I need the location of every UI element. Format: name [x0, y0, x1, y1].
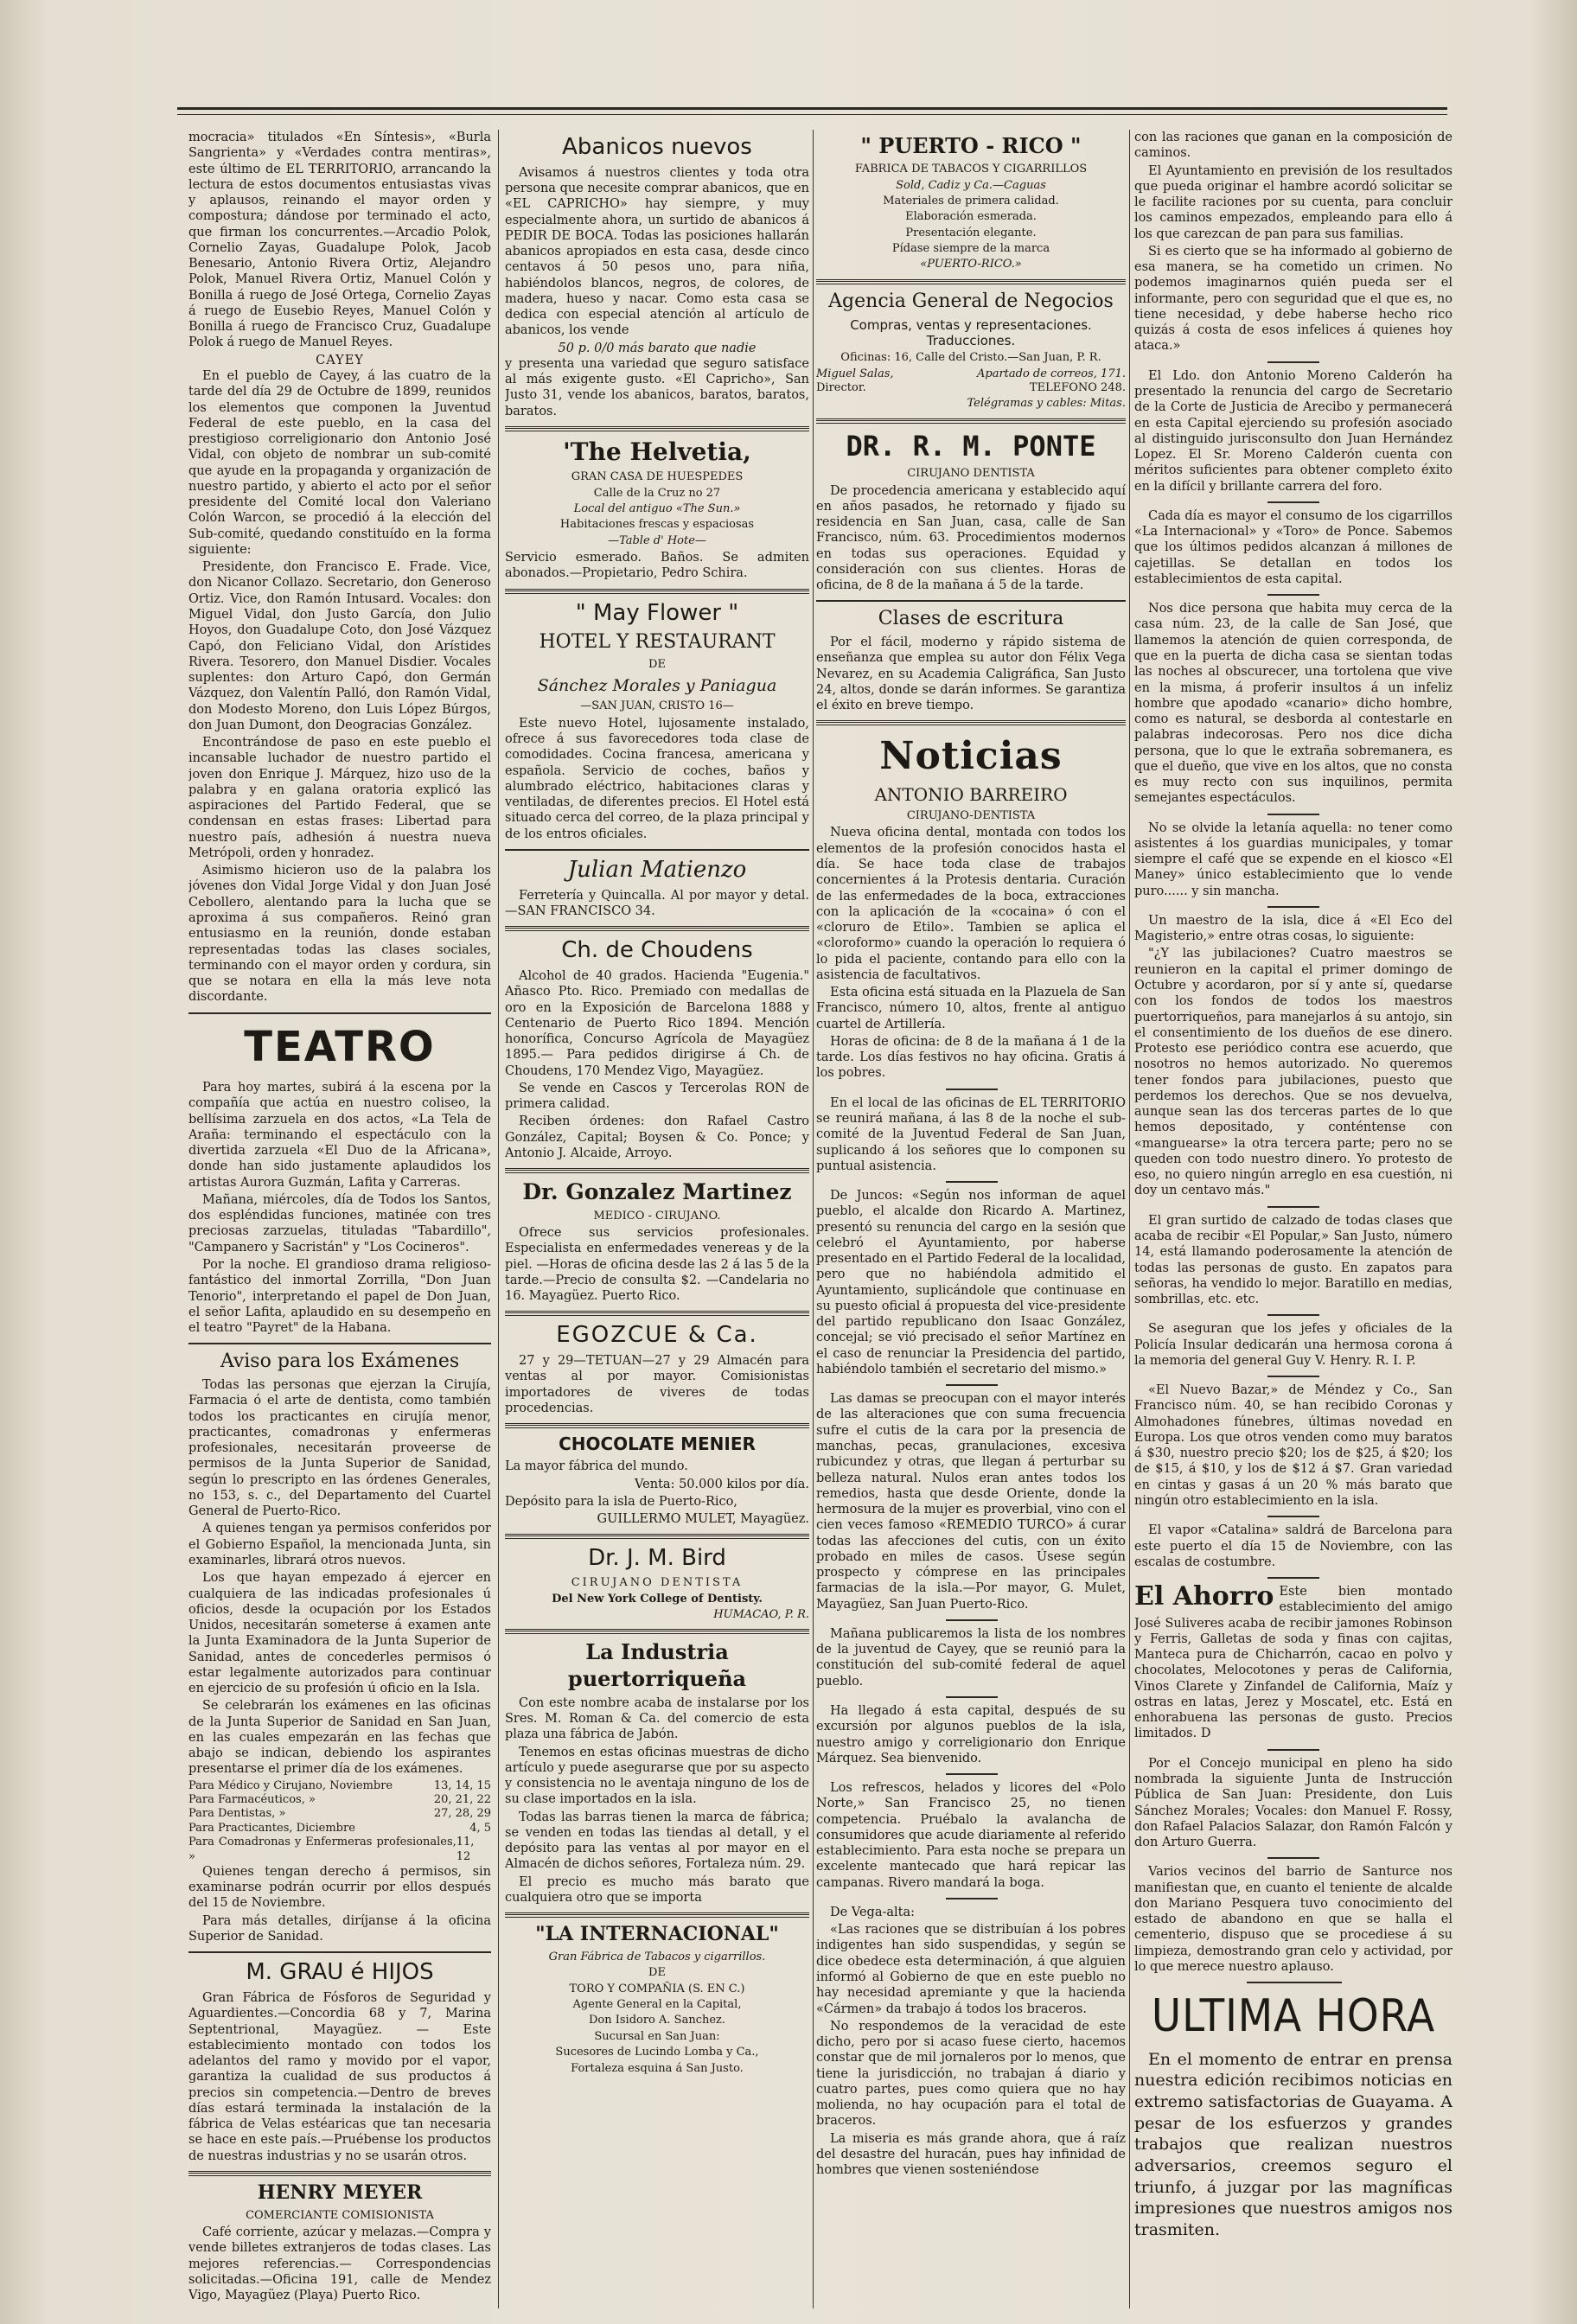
ad-line: HUMACAO, P. R.: [713, 1607, 809, 1621]
article-paragraph: Para hoy martes, subirá á la escena por la compañía que actúa en nuestro coliseo, la bellísima zarzuela en dos actos, «La Tela de Araña: terminando el espectáculo con la divertida zarzuela «El Duo de la Africana», donde han sido justamente aplaudidos los artistas Aurora Guzmán, Lafita y Carreras.: [188, 1081, 491, 1190]
ad-line: Telégramas y cables: Mitas.: [967, 397, 1126, 411]
ad-paragraph: Alcohol de 40 grados. Hacienda "Eugenia." Añasco Pto. Rico. Premiado con medallas de oro en la Exposición de Barcelona 1888 y Centenario de Puerto Rico 1894. Mención honorífica, Concurso Agrícola de Mayagüez 1895.— Para pedidos dirigirse á Ch. de Choudens, 170 Mendez Vigo, Mayagüez.: [505, 968, 809, 1078]
ad-subheading: HOTEL Y RESTAURANT: [539, 631, 776, 654]
section-heading-aviso: Aviso para los Exámenes: [220, 1350, 460, 1373]
article-paragraph: Nueva oficina dental, montada con todos los elementos de la profesión conocidos hasta el día. Se hace toda clase de trabajos concernientes á la Protesis dentaria. Curación de las enfermedades de la boca, extracciones con la aplicación de la «cocaina» ó con el «cloruro de Etilo». Tambien se aplica el «cloroformo» cuando la operación lo requiera ó lo pida el paciente, contando para ello con la asistencia de facultativos.: [816, 826, 1126, 982]
ad-paragraph: Reciben órdenes: don Rafael Castro González, Capital; Boysen & Co. Ponce; y Antonio J. Alcaide, Arroyo.: [505, 1114, 809, 1160]
exam-days: 20, 21, 22: [433, 1793, 491, 1807]
divider: [946, 1696, 998, 1698]
masthead-rule: [177, 107, 1447, 110]
article-paragraph: "¿Y las jubilaciones? Cuatro maestros se reunieron en la capital el primer domingo de Octubre y acordaron, por sí y ante sí, quedarse con los fondos de todos los maestros puertorriqueños, para manejarlos á su antojo, sin el consentimiento de los dueños de ese dinero. Protesto ese periódico contra ese acuerdo, que nosotros no hemos autorizado. No queremos tener fondos para jubilaciones, puesto que perdemos los derechos. Que se nos devuelva, aunque sean las dos terceras partes de lo que hemos depositado, y conténtense con «manguearse» la otra tercera parte; pero no se queden con todo nuestro dinero. Yo protesto de eso, no quiero ningún arreglo en esa cuestión, ni doy un centavo más.": [1134, 947, 1452, 1198]
ad-heading-gonzalez: Dr. Gonzalez Martinez: [522, 1179, 792, 1205]
ad-heading-puerto-rico: " PUERTO - RICO ": [860, 133, 1082, 158]
ad-paragraph: El precio es mucho más barato que cualquiera otro que se importa: [505, 1874, 809, 1905]
article-paragraph: Asimismo hicieron uso de la palabra los jóvenes don Vidal Jorge Vidal y don Juan José Cebollero, alentando para la lucha que se aproxima á sus compañeros. Reinó gran entusiasmo en la reunión, donde estaban representadas todas las clases sociales, terminando con el mayor orden y cordura, sin que se notara en ella la más leve nota discordante.: [188, 864, 491, 1005]
divider: [188, 2171, 491, 2176]
article-paragraph: «Las raciones que se distribuían á los pobres indigentes han sido suspendidas, y según se dice obedece esta determinación, á que alguien informó al Gobierno de que en este pueblo no hay necesidad apremiante y que la hacienda «Cármen» da trabajo á todos los braceros.: [816, 1923, 1126, 2016]
article-paragraph: Se celebrarán los exámenes en las oficinas de la Junta Superior de Sanidad en San Juan, en las cuales empezarán en las fechas que abajo se indican, debiendo los aspirantes presentarse el primer día de los exámenes.: [188, 1699, 491, 1777]
article-paragraph: El Ldo. don Antonio Moreno Calderón ha presentado la renuncia del cargo de Secretario de la Corte de Justicia de Arecibo y permanecerá en esta Capital ejerciendo su profesión asociado al distinguido jurisconsulto don Juan Hernández Lopez. El Sr. Moreno Calderón cuenta con méritos suficientes para obtener completo éxito en la difícil y brillante carrera del foro.: [1134, 368, 1452, 494]
ad-line: Oficinas: 16, Calle del Cristo.—San Juan, P. R.: [840, 351, 1101, 365]
column-1: [188, 130, 491, 2308]
exam-who: Para Practicantes, Diciembre: [188, 1821, 355, 1835]
divider: [1267, 814, 1319, 815]
exam-row: [188, 1779, 491, 1793]
article-paragraph: No respondemos de la veracidad de este dicho, pero por si acaso fuese cierto, hacemos constar que de mil jornaleros por lo menos, que tiene la jurisdicción, no trabajan á diario y cuatro partes, pues como quiera que no hay molienda, no hay ocupación para el total de braceros.: [816, 2019, 1126, 2129]
ad-line: Sucesores de Lucindo Lomba y Ca.,: [555, 2046, 759, 2059]
article-paragraph: «El Nuevo Bazar,» de Méndez y Co., San Francisco núm. 40, se han recibido Coronas y Almohadones fúnebres, últimas novedad en Europa. Los que otros venden como muy baratos á $30, nuestro precio $20; los de $25, á $20; los de $15, á $10, y los de $12 á $7. Gran variedad en cintas y gasas á un 20 % más barato que ningún otro establecimiento en la isla.: [1134, 1383, 1452, 1508]
exam-days: 27, 28, 29: [433, 1807, 491, 1821]
article-paragraph: Encontrándose de paso en este pueblo el incansable luchador de nuestro partido el joven don Enrique J. Márquez, hizo uso de la palabra y en galana oratoria explicó las aspiraciones del Partido Federal, que se condensan en estas frases: Libertad para nuestro país, adhesión á nuestra nueva Metrópoli, orden y honradez.: [188, 736, 491, 860]
ad-paragraph: Servicio esmerado. Baños. Se admiten abonados.—Propietario, Pedro Schira.: [505, 551, 809, 581]
ad-line: —SAN JUAN, CRISTO 16—: [580, 699, 734, 713]
divider: [505, 589, 809, 594]
column-4: [1134, 130, 1452, 2308]
article-paragraph: Nos dice persona que habita muy cerca de la casa núm. 23, de la calle de San José, que llamemos la atención de quien corresponda, de que en la puerta de dicha casa se sientan todas las noches al obscurecer, una tortolena que vive en la misma, á proferir insultos á un infeliz hombre que apodado «canario» dicho hombre, como es natural, se desborda al contestarle en palabras indecorosas. Pero nos dice dicha persona, que lo que le extraña sobremanera, es que el dueño, que vive en los altos, que no consta es muy recto con sus inquilinos, permita semejantes espectáculos.: [1134, 602, 1452, 806]
article-paragraph: De Vega-alta:: [830, 1905, 916, 1919]
article-paragraph: No se olvide la letanía aquella: no tener como asistentes á los guardias municipales, y tomar siempre el café que se expende en el kiosco «El Maney» único establecimiento que lo vende puro...... y sin mancha.: [1134, 820, 1452, 898]
article-paragraph-ahorro: [1134, 1581, 1452, 1742]
divider: [946, 1619, 998, 1621]
divider: [816, 720, 1126, 725]
article-paragraph: Se aseguran que los jefes y oficiales de la Policía Insular dedicarán una hermosa corona á la memoria del general Guy V. Henry. R. I. P.: [1134, 1322, 1452, 1368]
divider: [946, 1773, 998, 1775]
divider: [1267, 1314, 1319, 1316]
column-rule: [1129, 130, 1130, 2308]
ad-heading-choudens: Ch. de Choudens: [561, 937, 753, 964]
ad-line: Materiales de primera calidad.: [883, 194, 1059, 208]
exam-who: Para Comadronas y Enfermeras profesionales, »: [188, 1836, 456, 1863]
divider: [188, 1343, 491, 1344]
ad-line: Agente General en la Capital,: [572, 1998, 742, 2012]
ad-signature: D: [1200, 1727, 1211, 1741]
ad-contact-box: Apartado de correos, 171.: [976, 367, 1126, 380]
ad-paragraph: Gran Fábrica de Fósforos de Seguridad y Aguardientes.—Concordia 68 y 7, Marina Septentrional, Mayagüez. — Este establecimiento montado con todos los adelantos del ramo y movido por el vapor, garantiza la cualidad de sus productos á precios sin competencia.—Dentro de breves días estará terminada la instalación de la fábrica de Velas estéaricas que tan necesaria se hace en este país.—Pruébense los productos de nuestras industrias y no se usarán otros.: [188, 1991, 491, 2163]
ad-heading-mayflower: " May Flower ": [575, 599, 739, 626]
ad-heading-agencia: Agencia General de Negocios: [828, 290, 1114, 312]
article-paragraph: La miseria es más grande ahora, que á raíz del desastre del huracán, pues hay infinidad de hombres que vienen sosteniéndose: [816, 2131, 1126, 2178]
divider: [1267, 1577, 1319, 1579]
ad-line: Habitaciones frescas y espaciosas: [559, 518, 755, 532]
column-rule: [498, 130, 499, 2308]
ad-heading-menier: CHOCOLATE MENIER: [559, 1433, 756, 1455]
divider: [816, 600, 1126, 602]
ad-paragraph: 27 y 29—TETUAN—27 y 29 Almacén para ventas al por mayor. Comisionistas importadores de viveres de todas procedencias.: [505, 1354, 809, 1415]
divider: [505, 1423, 809, 1428]
exam-who: Para Farmacéuticos, »: [188, 1793, 316, 1807]
article-paragraph: De Juncos: «Según nos informan de aquel pueblo, el alcalde don Ricardo A. Martinez, presentó su renuncia del cargo en la sesión que celebró el Ayuntamiento, por haberse presentado en el Partido Federal de la localidad, pero que no habiéndola admitido el Ayuntamiento, suplicándole que continuase en su puesto oficial á propuesta del vice-presidente del partido republicano don Isaac González, concejal; se vió precisado el señor Martínez en el caso de renunciar la Presidencia del partido, habiéndolo también el secretario del mismo.»: [816, 1189, 1126, 1376]
article-paragraph: Mañana publicaremos la lista de los nombres de la juventud de Cayey, que se reunió para la constitución del sub-comité federal de aquel pueblo.: [816, 1626, 1126, 1689]
ad-paragraph: Ferretería y Quincalla. Al por mayor y detal.—SAN FRANCISCO 34.: [505, 888, 809, 918]
divider: [505, 1629, 809, 1634]
ad-line: «PUERTO-RICO.»: [920, 258, 1022, 271]
divider: [1267, 1206, 1319, 1208]
ad-heading-ahorro: El Ahorro: [1134, 1581, 1274, 1612]
ad-subheading: Compras, ventas y representaciones. Traducciones.: [850, 316, 1092, 349]
exam-days: 4, 5: [469, 1821, 491, 1835]
exam-row: [188, 1836, 491, 1864]
ad-line: [816, 367, 1126, 381]
divider: [1267, 1516, 1319, 1517]
article-paragraph: En el pueblo de Cayey, á las cuatro de la tarde del día 29 de Octubre de 1899, reunidos los elementos que componen la Juventud Federal de este pueblo, en la casa del prestigioso correligionario don Antonio José Vidal, con objeto de nombrar un sub-comité que ayude en la propaganda y organización de nuestro partido, y abierto el acto por el señor presidente del Comité local don Valeriano Colón Warcon, se procedió á la elección del Sub-comité, quedando constituído en la forma siguiente:: [188, 368, 491, 557]
ad-paragraph: Por el fácil, moderno y rápido sistema de enseñanza que emplea su autor don Félix Vega Nevarez, en su Academia Caligráfica, San Justo 24, altos, donde se darán informes. Se garantiza el éxito en breve tiempo.: [816, 635, 1126, 713]
article-paragraph: Cada día es mayor el consumo de los cigarrillos «La Internacional» y «Toro» de Ponce. Sabemos que los últimos pedidos alcanzan á millones de cajetillas. Se detallan en todos los establecimientos de esta capital.: [1134, 508, 1452, 586]
divider: [1267, 594, 1319, 596]
ad-line: [816, 381, 1126, 395]
ad-paragraph: Tenemos en estas oficinas muestras de dicho artículo y puede asegurarse que por su aspecto y consistencia no le aventaja ninguno de los de su clase importados en la isla.: [505, 1745, 809, 1807]
divider: [505, 1534, 809, 1539]
divider: [505, 426, 809, 431]
article-paragraph: A quienes tengan ya permisos conferidos por el Gobierno Español, la mencionada Junta, sin examinarles, librará otros nuevos.: [188, 1522, 491, 1567]
ad-subheading: MEDICO - CIRUJANO.: [593, 1209, 721, 1223]
ad-subheading: CIRUJANO DENTISTA: [571, 1576, 744, 1590]
article-paragraph: Por la noche. El grandioso drama religioso-fantástico del inmortal Zorrilla, "Don Juan Tenorio", interpretando el papel de Don Juan, el señor Lafita, aplaudido en su desempeño en el teatro "Payret" de la Habana.: [188, 1258, 491, 1336]
exam-days: 13, 14, 15: [433, 1778, 491, 1792]
divider: [505, 1311, 809, 1316]
ad-heading-barreiro: ANTONIO BARREIRO: [874, 783, 1068, 805]
ad-line: Don Isidoro A. Sanchez.: [588, 2014, 726, 2027]
ad-line: Depósito para la isla de Puerto-Rico,: [505, 1494, 737, 1509]
ad-subheading: COMERCIANTE COMISIONISTA: [246, 2208, 434, 2222]
ad-heading-industria: La Industria puertorriqueña: [567, 1639, 747, 1691]
article-paragraph: Ha llegado á esta capital, después de su excursión por algunos pueblos de la isla, nuestro amigo y correligionario don Enrique Márquez. Sea bienvenido.: [816, 1704, 1126, 1765]
ad-paragraph: De procedencia americana y establecido aquí en años pasados, he retornado y fijado su residencia en San Juan, casa, calle de San Francisco, núm. 63. Procedimientos modernos en todas sus operaciones. Equidad y consideración con sus clientes. Horas de oficina, de 8 de la mañana á 5 de la tarde.: [816, 483, 1126, 593]
divider: [505, 926, 809, 931]
ad-paragraph: Ofrece sus servicios profesionales. Especialista en enfermedades venereas y de la piel. —Horas de oficina desde las 2 á las 5 de la tarde.—Precio de consulta $2. —Candelaria no 16. Mayagüez. Puerto Rico.: [505, 1226, 809, 1304]
ad-contact-role: Director.: [816, 381, 866, 395]
ad-paragraph: Café corriente, azúcar y melazas.—Compra y vende billetes extranjeros de todas clases. Las mejores referencias.— Correspondencias solicitadas.—Oficina 191, calle de Mendez Vigo, Mayagüez (Playa) Puerto Rico.: [188, 2225, 491, 2303]
divider: [1267, 361, 1319, 363]
ad-heading-meyer: HENRY MEYER: [257, 2180, 423, 2204]
article-paragraph: El Ayuntamiento en previsión de los resultados que pueda originar el hambre acordó solicitar se le facilite raciones por su cuenta, para concluir los caminos empezados, empleando para ello á los que carezcan de pan para sus familias.: [1134, 163, 1452, 241]
ad-line: Sold, Cadiz y Ca.—Caguas: [896, 178, 1046, 192]
ad-line: Fortaleza esquina á San Justo.: [571, 2061, 744, 2075]
article-paragraph: mocracia» titulados «En Síntesis», «Burla Sangrienta» y «Verdades contra mentiras», este último de EL TERRITORIO, arrancando la lectura de estos documentos entusiastas vivas y aplausos, reinando el mayor orden y compostura; dándose por terminado el acto, que firman los concurrentes.—Arcadio Polok, Cornelio Zayas, Guadalupe Polok, Jacob Benesario, Antonio Rivera Ortiz, Alejandro Polok, Manuel Rivera Ortiz, Manuel Colón y Bonilla á ruego de José Ortega, Cornelio Zayas á ruego de Eusebio Reyes, Manuel Colón y Bonilla á ruego de Francisco Cruz, Guadalupe Polok á ruego de Manuel Reyes.: [188, 131, 491, 350]
divider: [505, 1912, 809, 1918]
ad-paragraph: Avisamos á nuestros clientes y toda otra persona que necesite comprar abanicos, que en «EL CAPRICHO» hay siempre, y muy especialmente ahora, un surtido de abanicos á PEDIR DE BOCA. Todas las posiciones hallarán abanicos apropiados en esta casa, desde cinco centavos á 50 pesos uno, para niña, habiéndolos blancos, negros, de colores, de madera, hueso y nacar. Como esta casa se dedica con especial atención al artículo de abanicos, los vende: [505, 165, 809, 338]
ad-line: Venta: 50.000 kilos por día.: [635, 1477, 809, 1491]
ad-line: —Table d' Hote—: [608, 533, 706, 547]
ad-text: Este bien montado establecimiento del amigo José Suliveres acaba de recibir jamones Robinson y Ferris, Galletas de soda y finas con cajitas, Manteca pura de Chicharrón, cacao en polvo y chocolates, Melocotones y peras de California, Vinos Clarete y Zinfandel de California, Maíz y ostras en latas, Jerez y Moscatel, etc. Está en enhorabuena las personas de gusto. Precios limitados.: [1134, 1585, 1452, 1741]
divider: [1247, 1982, 1342, 1983]
ad-line: Calle de la Cruz no 27: [593, 486, 721, 500]
ad-line: Local del antiguo «The Sun.»: [573, 502, 741, 516]
divider: [188, 1951, 491, 1953]
divider: [1267, 1857, 1319, 1859]
article-paragraph: Varios vecinos del barrio de Santurce nos manifiestan que, en cuanto el teniente de alcalde don Mariano Pesquera tuvo conocimiento del estado de abandono en que se halla el cementerio, dispuso que se procediese á su limpieza, demostrando gran celo y actividad, por lo que merece nuestro aplauso.: [1134, 1865, 1452, 1974]
exam-row: [188, 1793, 491, 1807]
ad-line: Del New York College of Dentisty.: [552, 1592, 763, 1606]
ad-line: GUILLERMO MULET, Mayagüez.: [597, 1512, 809, 1527]
article-paragraph: Para más detalles, diríjanse á la oficina Superior de Sanidad.: [188, 1913, 491, 1944]
article-paragraph: Mañana, miércoles, día de Todos los Santos, dos espléndidas funciones, matinée con tres preciosas zarzuelas, tituladas "Tabardillo", "Campanero y Sacristán" y "Los Cocineros".: [188, 1192, 491, 1255]
ad-heading-matienzo: Julian Matienzo: [567, 856, 747, 883]
article-paragraph: Presidente, don Francisco E. Frade. Vice, don Nicanor Collazo. Secretario, don Generoso Ortiz. Vice, don Ramón Intusard. Vocales: don Miguel Vidal, don Justo García, don Julio Hoyos, don Guadalupe Coto, don José Vázquez Capó, don Feliciano Vidal, don Arístides Rivera. Tesorero, don Manuel Disdier. Vocales suplentes: don Arturo Capó, don Germán Vázquez, don Valentín Palló, don Ramón Vidal, don Modesto Moreno, don Luis López Búrgos, don Juan Dumont, don Deogracias González.: [188, 560, 491, 732]
ad-line: Presentación elegante.: [905, 226, 1037, 239]
ad-heading-internacional: "LA INTERNACIONAL": [535, 1923, 779, 1946]
exam-row: [188, 1822, 491, 1836]
divider: [946, 1898, 998, 1899]
article-paragraph: Esta oficina está situada en la Plazuela de San Francisco, número 10, altos, frente al antiguo cuartel de Artillería.: [816, 986, 1126, 1031]
ad-paragraph: Todas las barras tienen la marca de fábrica; se venden en todas las tiendas al detall, y el depósito para las ventas al por mayor en el Almacén de dichos señores, Fortaleza núm. 29.: [505, 1810, 809, 1872]
divider: [946, 1089, 998, 1090]
divider: [505, 1168, 809, 1173]
article-paragraph: El gran surtido de calzado de todas clases que acaba de recibir «El Popular,» San Justo, número 14, está llamando poderosamente la atención de todas las personas de gusto. En zapatos para señoras, ha vendido lo mejor. Baratillo en medias, sombrillas, etc. etc.: [1134, 1213, 1452, 1307]
exam-row: [188, 1807, 491, 1821]
ad-line: TORO Y COMPAÑIA (S. EN C.): [569, 1982, 745, 1995]
divider: [505, 849, 809, 851]
ad-paragraph: Con este nombre acaba de instalarse por los Sres. M. Roman & Ca. del comercio de esta plaza una fábrica de Jabón.: [505, 1695, 809, 1742]
ad-contact-name: Miguel Salas,: [816, 367, 894, 380]
exam-days: 11, 12: [456, 1836, 475, 1863]
divider: [1267, 1376, 1319, 1377]
ad-subheading: Gran Fábrica de Tabacos y cigarrillos.: [548, 1950, 766, 1963]
ad-contact-tel: TELEFONO 248.: [1029, 381, 1126, 395]
column-3: [816, 130, 1126, 2308]
article-paragraph: En el momento de entrar en prensa nuestra edición recibimos noticias en extremo satisfactorias de Guayama. A pesar de los esfuerzos y grandes trabajos que realizan nuestros adversarios, creemos seguro el triunfo, á juzgar por las magníficas impresiones que nuestros amigos nos trasmiten.: [1134, 2049, 1452, 2240]
section-heading-noticias: Noticias: [879, 734, 1063, 779]
masthead-rule-thin: [177, 114, 1447, 115]
ad-line: DE: [648, 658, 666, 672]
divider: [816, 418, 1126, 424]
divider: [1267, 501, 1319, 503]
section-heading-ultima-hora: ULTIMA HORA: [1151, 1990, 1436, 2043]
article-paragraph: Por el Concejo municipal en pleno ha sido nombrada la siguiente Junta de Instrucción Pública de San Juan: Presidente, don Luis Sánchez Morales; Vocales: don Manuel F. Rossy, don Rafael Palacios Salazar, don Ramón Falcón y don Arturo Guerra.: [1134, 1756, 1452, 1850]
ad-heading-grau: M. GRAU é HIJOS: [246, 1959, 434, 1986]
article-paragraph: con las raciones que ganan en la composición de caminos.: [1134, 131, 1452, 161]
ad-subheading: CIRUJANO-DENTISTA: [906, 809, 1036, 823]
article-paragraph: Los que hayan empezado á ejercer en cualquiera de las indicadas profesionales ú oficios, desde la ocupación por los Estados Unidos, necesitarán someterse á examen ante la Junta Examinadora de la Junta Superior de Sanidad, antes de concederles permisos ó estar legalmente autorizados para continuar en ejercicio de su profesión ú oficio en la Isla.: [188, 1571, 491, 1696]
article-paragraph: Los refrescos, helados y licores del «Polo Norte,» San Francisco 25, no tienen competencia. Pruébalo la avalancha de consumidores que acude diariamente al referido establecimiento. Para esta noche se prepara un excelente mantecado que hará repicar las campanas. Rivero mandará la boga.: [816, 1781, 1126, 1890]
ad-line: Sucursal en San Juan:: [594, 2029, 720, 2043]
ad-heading-bird: Dr. J. M. Bird: [588, 1545, 726, 1572]
ad-subheading: FABRICA DE TABACOS Y CIGARRILLOS: [854, 163, 1088, 176]
ad-heading-clases: Clases de escritura: [878, 608, 1064, 630]
divider: [188, 1012, 491, 1014]
ad-line: Elaboración esmerada.: [905, 210, 1037, 224]
article-paragraph: Si es cierto que se ha informado al gobierno de esa manera, se ha cometido un crimen. No podemos imaginarnos quién pueda ser el informante, pero con seguridad que el que es, no tiene necesidad, y debe haberse hecho rico quizás á costa de esos infelices á quienes hoy ataca.»: [1134, 244, 1452, 354]
ad-heading-ponte: DR. R. M. PONTE: [846, 429, 1096, 463]
divider: [946, 1384, 998, 1386]
ad-heading-abanicos: Abanicos nuevos: [562, 134, 752, 160]
article-paragraph: Quienes tengan derecho á permisos, sin examinarse podrán ocurrir por ellos después del 15 de Noviembre.: [188, 1864, 491, 1911]
ad-line: DE: [648, 1966, 666, 1980]
ad-paragraph: Este nuevo Hotel, lujosamente instalado, ofrece á sus favorecedores toda clase de comodidades. Cocina francesa, americana y española. Servicio de coches, baños y alumbrado eléctrico, habitaciones claras y ventiladas, de diferentes precios. El Hotel está situado cerca del correo, de la plaza principal y de los entros oficiales.: [505, 716, 809, 841]
exam-who: Para Médico y Cirujano, Noviembre: [188, 1778, 393, 1792]
ad-heading-helvetia: 'The Helvetia,: [563, 437, 751, 466]
ad-line: Sánchez Morales y Paniagua: [537, 675, 777, 695]
ad-line: Pídase siempre de la marca: [891, 242, 1050, 256]
column-2: [505, 130, 809, 2308]
divider: [1267, 1749, 1319, 1751]
article-paragraph: Horas de oficina: de 8 de la mañana á 1 de la tarde. Los días festivos no hay oficina. Gratis á los pobres.: [816, 1034, 1126, 1081]
ad-paragraph: Se vende en Cascos y Tercerolas RON de primera calidad.: [505, 1081, 809, 1112]
ad-line: La mayor fábrica del mundo.: [505, 1459, 688, 1474]
divider: [1267, 906, 1319, 908]
ad-paragraph: y presenta una variedad que seguro satisface al más exigente gusto. «El Capricho», San Justo 31, vende los abanicos, baratos, baratos, baratos.: [505, 356, 809, 418]
divider: [816, 279, 1126, 284]
article-paragraph: Todas las personas que ejerzan la Cirujía, Farmacia ó el arte de dentista, como también todos los practicantes en cirujía menor, practicantes, comadronas y enfermeras profesionales, necesitarán proveerse de permisos de la Junta Superior de Sanidad, según lo prescripto en las órdenes Generales, no 153, s. c., del Departamento del Cuartel General de Puerto-Rico.: [188, 1378, 491, 1519]
section-heading-teatro: TEATRO: [244, 1022, 436, 1071]
article-paragraph: Las damas se preocupan con el mayor interés de las alteraciones que con suma frecuencia sufre el cutis de la cara por la presencia de manchas, pecas, granulaciones, excesiva rubicundez y otras, que llegan á perturbar su belleza natural. Nulos eran antes todos los remedios, hasta que desde Oriente, donde la hermosura de la mujer es proverbial, vino con el cien veces famoso «REMEDIO TURCO» á curar todas las afecciones del cutis, con un éxito probado en miles de casos. Úsese según prospecto y cómprese en las principales farmacias de la isla.—Por mayor, G. Mulet, Mayagüez, San Juan Puerto-Rico.: [816, 1392, 1126, 1612]
article-paragraph: Un maestro de la isla, dice á «El Eco del Magisterio,» entre otras cosas, lo siguiente:: [1134, 913, 1452, 944]
ad-subheading: CIRUJANO DENTISTA: [907, 467, 1035, 481]
divider: [946, 1181, 998, 1183]
ad-subheading: GRAN CASA DE HUESPEDES: [571, 470, 744, 484]
column-rule: [813, 130, 814, 2308]
exam-who: Para Dentistas, »: [188, 1807, 286, 1821]
ad-heading-egozcue: EGOZCUE & Ca.: [556, 1322, 758, 1349]
article-paragraph: El vapor «Catalina» saldrá de Barcelona para este puerto el día 15 de Noviembre, con las escalas de costumbre.: [1134, 1523, 1452, 1569]
section-heading-cayey: CAYEY: [316, 353, 364, 367]
ad-tagline: 50 p. 0/0 más barato que nadie: [558, 341, 757, 355]
article-paragraph: En el local de las oficinas de EL TERRITORIO se reunirá mañana, á las 8 de la noche el sub-comité de la Juventud Federal de San Juan, suplicando á los señores que lo componen su puntual asistencia.: [816, 1095, 1126, 1173]
